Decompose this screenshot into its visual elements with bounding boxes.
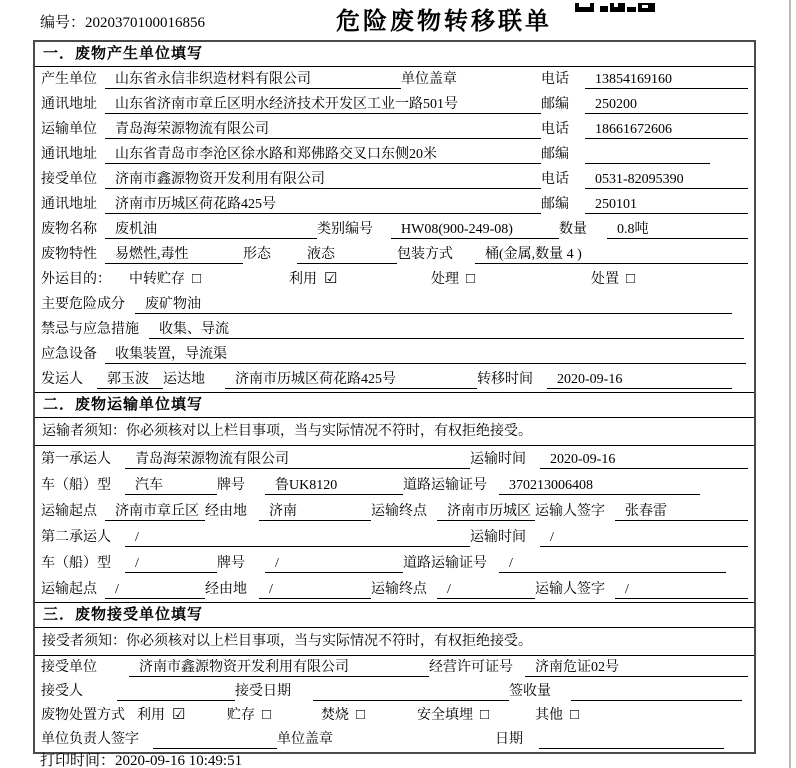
- field-value: 济南市历城区荷花路425号: [225, 371, 477, 389]
- form-row: [35, 446, 754, 472]
- field-label: 经由地: [205, 582, 247, 597]
- form-row: [35, 242, 754, 267]
- field-value: /: [540, 529, 748, 547]
- field-label: 运输终点: [371, 504, 427, 519]
- field-value: 济南市章丘区: [105, 503, 205, 521]
- form-row: [35, 167, 754, 192]
- checkbox-unchecked-icon: □: [262, 707, 272, 723]
- form-row: [35, 472, 754, 498]
- field-value: /: [615, 581, 748, 599]
- field-label: 运输起点: [41, 582, 97, 597]
- checkbox-checked-icon: ☑: [172, 707, 186, 723]
- field-label: 接受人: [41, 684, 83, 699]
- section-producer-header: 一．废物产生单位填写: [35, 42, 754, 67]
- form-row: [35, 704, 754, 728]
- field-value: 张春雷: [615, 503, 748, 521]
- section-transporter-header: 二．废物运输单位填写: [35, 392, 754, 418]
- field-value: 废矿物油: [135, 296, 732, 314]
- field-label: 废物名称: [41, 222, 97, 237]
- checkbox-field: [591, 270, 635, 289]
- field-label: 运输时间: [470, 530, 526, 545]
- field-value: 液态: [297, 246, 397, 264]
- checkbox-field: [129, 270, 289, 289]
- form-row: [35, 342, 754, 367]
- field-value-blank: [313, 683, 509, 701]
- form-row: [35, 656, 754, 680]
- checkbox-label: 利用: [289, 272, 317, 287]
- checkbox-field: [137, 706, 227, 725]
- form-row: [35, 92, 754, 117]
- field-label: 禁忌与应急措施: [41, 322, 139, 337]
- form-row: [35, 317, 754, 342]
- field-label: 类别编号: [317, 222, 373, 237]
- field-label: 单位负责人签字: [41, 732, 139, 747]
- field-label: 主要危险成分: [41, 297, 125, 312]
- field-value: 青岛海荣源物流有限公司: [125, 451, 470, 469]
- field-label: 接受日期: [235, 684, 291, 699]
- field-label: 应急设备: [41, 347, 97, 362]
- field-value: 鲁UK8120: [265, 477, 403, 495]
- form-row: [35, 267, 754, 292]
- form-row: [35, 367, 754, 392]
- field-label: 发运人: [41, 372, 83, 387]
- section-transporter-rows: [35, 446, 754, 602]
- checkbox-label: 焚烧: [321, 708, 349, 723]
- field-label: 外运目的：: [41, 272, 111, 287]
- checkbox-field: [417, 706, 535, 725]
- checkbox-field: [535, 706, 579, 725]
- field-label: 牌号: [217, 556, 245, 571]
- field-label: 运输人签字: [535, 504, 605, 519]
- field-value: 桶(金属,数量 4 ): [475, 246, 748, 264]
- section-producer-rows: [35, 67, 754, 392]
- field-value-blank: [117, 683, 235, 701]
- field-value: /: [125, 555, 217, 573]
- form-row: [35, 292, 754, 317]
- checkbox-field: [227, 706, 321, 725]
- field-value: 0.8吨: [607, 221, 748, 239]
- print-time: [40, 749, 242, 768]
- field-value: 汽车: [125, 477, 217, 495]
- form-row: [35, 524, 754, 550]
- field-label: 牌号: [217, 478, 245, 493]
- checkbox-unchecked-icon: □: [480, 707, 490, 723]
- field-value: 2020-09-16: [547, 371, 732, 389]
- field-value: 郭玉波: [97, 371, 163, 389]
- field-label: 车（船）型: [41, 478, 111, 493]
- field-value: 济南市历城区: [437, 503, 535, 521]
- transfer-form-table: [33, 40, 756, 754]
- checkbox-label: 处置: [591, 272, 619, 287]
- serial-value: 2020370100016856: [85, 15, 206, 31]
- field-label: 废物特性: [41, 247, 97, 262]
- checkbox-label: 贮存: [227, 708, 255, 723]
- field-value: /: [265, 555, 403, 573]
- field-value: 18661672606: [585, 121, 748, 139]
- field-value-blank: [153, 731, 277, 749]
- field-label: 产生单位: [41, 72, 97, 87]
- field-value: 济南: [259, 503, 371, 521]
- form-row: [35, 142, 754, 167]
- field-value-blank: [585, 146, 710, 164]
- field-label: 包装方式: [397, 247, 453, 262]
- field-label: 转移时间: [477, 372, 533, 387]
- form-row: [35, 117, 754, 142]
- checkbox-label: 安全填埋: [417, 708, 473, 723]
- field-value: 山东省济南市章丘区明水经济技术开发区工业一路501号: [105, 96, 541, 114]
- form-row: [35, 680, 754, 704]
- section-transporter: [35, 392, 754, 602]
- field-value-blank: [571, 683, 742, 701]
- field-label: 道路运输证号: [403, 478, 487, 493]
- field-label: 电话: [541, 122, 569, 137]
- field-label: 运输终点: [371, 582, 427, 597]
- field-label: 车（船）型: [41, 556, 111, 571]
- field-label: 邮编: [541, 97, 569, 112]
- field-label: 第二承运人: [41, 530, 111, 545]
- field-value: /: [499, 555, 726, 573]
- receiver-notice: 接受者须知：你必须核对以上栏目事项，当与实际情况不符时，有权拒绝接受。: [35, 628, 754, 656]
- section-receiver: [35, 602, 754, 752]
- print-time-value: 2020-09-16 10:49:51: [115, 753, 243, 768]
- section-receiver-header: 三．废物接受单位填写: [35, 602, 754, 628]
- field-value: /: [105, 581, 205, 599]
- checkbox-label: 其他: [535, 708, 563, 723]
- field-value: /: [125, 529, 470, 547]
- field-label: 邮编: [541, 197, 569, 212]
- checkbox-checked-icon: ☑: [324, 271, 338, 287]
- field-value: 2020-09-16: [540, 451, 748, 469]
- field-label: 签收量: [509, 684, 551, 699]
- field-value-blank: [539, 731, 724, 749]
- transporter-notice: 运输者须知：你必须核对以上栏目事项，当与实际情况不符时，有权拒绝接受。: [35, 418, 754, 446]
- checkbox-label: 中转贮存: [129, 272, 185, 287]
- field-label: 数量: [559, 222, 587, 237]
- field-label: 接受单位: [41, 172, 97, 187]
- field-label: 运输单位: [41, 122, 97, 137]
- field-value: 0531-82095390: [585, 171, 748, 189]
- form-row: [35, 498, 754, 524]
- field-label: 单位盖章: [277, 732, 333, 747]
- form-row: [35, 67, 754, 92]
- field-value: 青岛海荣源物流有限公司: [105, 121, 541, 139]
- field-label: 运输人签字: [535, 582, 605, 597]
- print-time-label: 打印时间：: [40, 753, 116, 768]
- field-value: 收集、导流: [149, 321, 744, 339]
- field-value: 250200: [585, 96, 748, 114]
- field-label: 电话: [541, 172, 569, 187]
- field-label: 运输时间: [470, 452, 526, 467]
- field-value: 山东省青岛市李沧区徐水路和郑佛路交叉口东侧20米: [105, 146, 541, 164]
- form-row: [35, 217, 754, 242]
- field-value: 济南危证02号: [525, 659, 748, 677]
- field-label: 电话: [541, 72, 569, 87]
- page-edge-divider: [789, 0, 791, 768]
- field-label: 经营许可证号: [429, 660, 513, 675]
- field-label: 通讯地址: [41, 97, 97, 112]
- field-value: 济南市鑫源物资开发利用有限公司: [129, 659, 429, 677]
- section-producer: [35, 42, 754, 392]
- qr-code-partial-icon: [575, 0, 657, 18]
- checkbox-label: 利用: [137, 708, 165, 723]
- field-value: /: [437, 581, 535, 599]
- checkbox-label: 处理: [431, 272, 459, 287]
- field-value: HW08(900-249-08): [391, 221, 559, 239]
- form-row: [35, 576, 754, 602]
- checkbox-field: [321, 706, 417, 725]
- form-row: [35, 192, 754, 217]
- checkbox-unchecked-icon: □: [626, 271, 636, 287]
- field-value: 废机油: [105, 221, 317, 239]
- field-value: 易燃性,毒性: [105, 246, 243, 264]
- field-label: 运达地: [163, 372, 205, 387]
- checkbox-field: [289, 270, 431, 289]
- field-value: 济南市历城区荷花路425号: [105, 196, 541, 214]
- checkbox-unchecked-icon: □: [570, 707, 580, 723]
- checkbox-unchecked-icon: □: [356, 707, 366, 723]
- checkbox-unchecked-icon: □: [466, 271, 476, 287]
- field-value: 13854169160: [585, 71, 748, 89]
- field-label: 第一承运人: [41, 452, 111, 467]
- field-value: 济南市鑫源物资开发利用有限公司: [105, 171, 541, 189]
- form-row: [35, 550, 754, 576]
- serial-label: 编号：: [40, 15, 86, 31]
- section-receiver-rows: [35, 656, 754, 752]
- field-value: 收集装置，导流渠: [105, 346, 746, 364]
- form-title: 危险废物转移联单: [336, 9, 552, 35]
- field-label: 日期: [495, 732, 523, 747]
- field-label: 废物处置方式: [41, 708, 125, 723]
- field-label: 经由地: [205, 504, 247, 519]
- checkbox-field: [431, 270, 591, 289]
- field-value: /: [259, 581, 371, 599]
- field-label: 运输起点: [41, 504, 97, 519]
- field-label: 道路运输证号: [403, 556, 487, 571]
- field-label: 通讯地址: [41, 147, 97, 162]
- field-label: 单位盖章: [401, 72, 457, 87]
- field-value: 山东省永信非织造材料有限公司: [105, 71, 401, 89]
- field-label: 形态: [243, 247, 271, 262]
- field-label: 接受单位: [41, 660, 97, 675]
- field-label: 通讯地址: [41, 197, 97, 212]
- checkbox-unchecked-icon: □: [192, 271, 202, 287]
- field-label: 邮编: [541, 147, 569, 162]
- field-value: 250101: [585, 196, 748, 214]
- field-value: 370213006408: [499, 477, 700, 495]
